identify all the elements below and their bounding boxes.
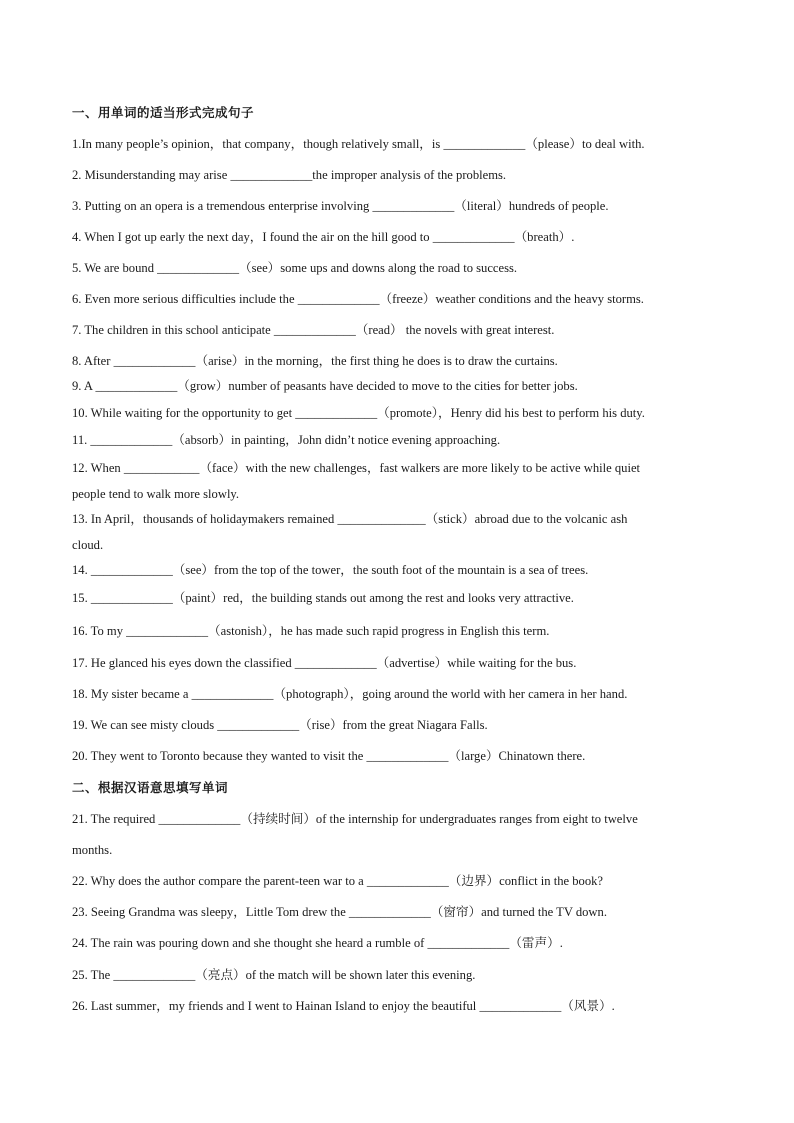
question-10: 10. While waiting for the opportunity to get _____________（promote），Henry did his best to perform his duty. (72, 406, 645, 420)
question-13: 13. In April，thousands of holidaymakers remained ______________（stick）abroad due to the volcanic ash (72, 512, 628, 526)
section-2-heading: 二、根据汉语意思填写单词 (72, 780, 229, 795)
question-20: 20. They went to Toronto because they wanted to visit the _____________（large）Chinatown there. (72, 749, 586, 763)
question-15: 15. _____________（paint）red，the building stands out among the rest and looks very attractive. (72, 591, 574, 605)
question-24: 24. The rain was pouring down and she thought she heard a rumble of _____________（雷声）. (72, 936, 563, 950)
question-17: 17. He glanced his eyes down the classified _____________（advertise）while waiting for the bus. (72, 656, 577, 670)
question-3: 3. Putting on an opera is a tremendous enterprise involving _____________（literal）hundreds of people. (72, 199, 609, 213)
question-16: 16. To my _____________（astonish），he has made such rapid progress in English this term. (72, 624, 550, 638)
question-18: 18. My sister became a _____________（photograph），going around the world with her camera in her hand. (72, 687, 628, 701)
question-21-continued: months. (72, 843, 113, 857)
question-12-continued: people tend to walk more slowly. (72, 487, 240, 501)
section-1-heading: 一、用单词的适当形式完成句子 (72, 105, 255, 120)
question-11: 11. _____________（absorb）in painting，John didn’t notice evening approaching. (72, 433, 501, 447)
question-21: 21. The required _____________（持续时间）of the internship for undergraduates ranges from eight to twelve (72, 812, 638, 826)
question-4: 4. When I got up early the next day，I found the air on the hill good to _____________（breath）. (72, 230, 575, 244)
question-6: 6. Even more serious difficulties include the _____________（freeze）weather conditions and the heavy storms. (72, 292, 644, 306)
question-12: 12. When ____________（face）with the new challenges，fast walkers are more likely to be active while quiet (72, 461, 641, 475)
question-23: 23. Seeing Grandma was sleepy，Little Tom drew the _____________（窗帘）and turned the TV down. (72, 905, 607, 919)
question-7: 7. The children in this school anticipate _____________（read） the novels with great interest. (72, 323, 555, 337)
question-13-continued: cloud. (72, 538, 104, 552)
question-22: 22. Why does the author compare the parent-teen war to a _____________（边界）conflict in the book? (72, 874, 604, 888)
question-14: 14. _____________（see）from the top of the tower，the south foot of the mountain is a sea of trees. (72, 563, 589, 577)
question-8: 8. After _____________（arise）in the morning，the first thing he does is to draw the curtains. (72, 354, 558, 368)
question-9: 9. A _____________（grow）number of peasants have decided to move to the cities for better jobs. (72, 379, 578, 393)
question-25: 25. The _____________（亮点）of the match will be shown later this evening. (72, 968, 476, 982)
question-5: 5. We are bound _____________（see）some ups and downs along the road to success. (72, 261, 518, 275)
question-1: 1.In many people’s opinion，that company，though relatively small，is _____________（please）to deal with. (72, 137, 645, 151)
question-2: 2. Misunderstanding may arise _____________the improper analysis of the problems. (72, 168, 507, 182)
question-19: 19. We can see misty clouds _____________（rise）from the great Niagara Falls. (72, 718, 488, 732)
question-26: 26. Last summer，my friends and I went to Hainan Island to enjoy the beautiful _____________（风景）. (72, 999, 615, 1013)
